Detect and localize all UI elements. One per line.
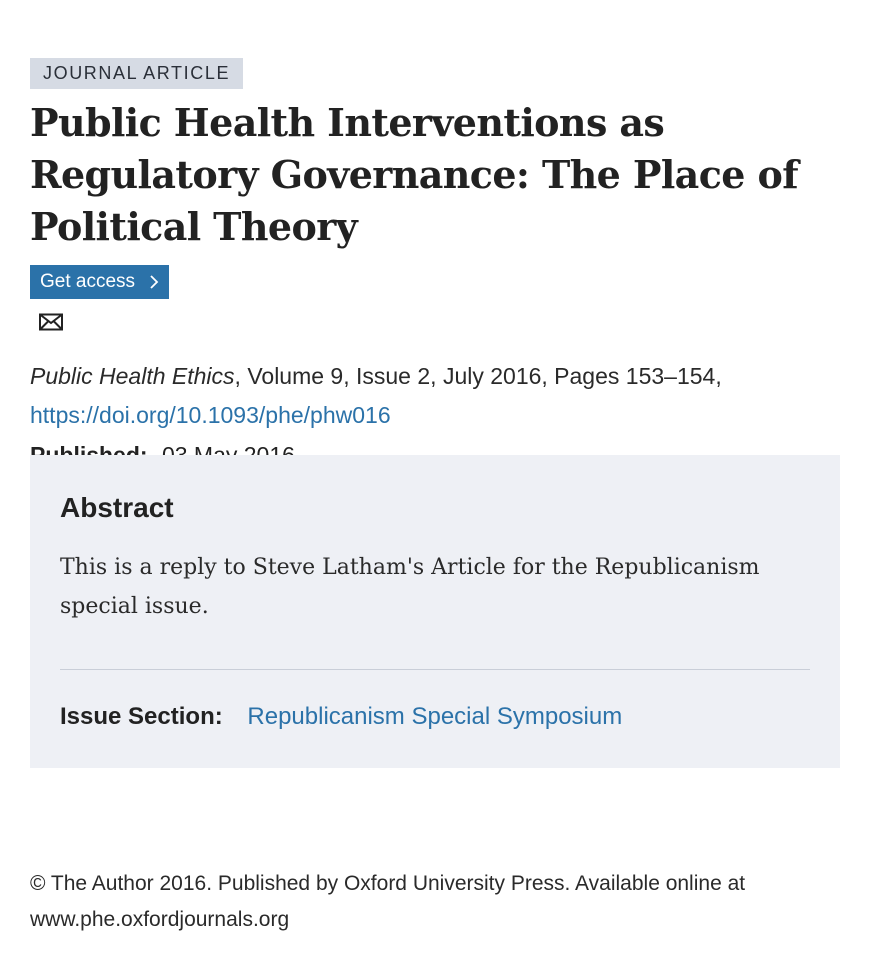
- envelope-icon[interactable]: [39, 313, 63, 331]
- doi-link[interactable]: https://doi.org/10.1093/phe/phw016: [30, 402, 391, 428]
- citation-details: , Volume 9, Issue 2, July 2016, Pages 153–154,: [234, 363, 722, 389]
- divider: [60, 669, 810, 670]
- abstract-panel: [30, 455, 840, 768]
- citation-block: [30, 357, 840, 435]
- get-access-button[interactable]: [30, 265, 169, 299]
- article-header: [30, 58, 840, 475]
- journal-name: Public Health Ethics: [30, 363, 235, 389]
- issue-section-link[interactable]: Republicanism Special Symposium: [247, 703, 623, 730]
- issue-section-label: Issue Section:: [60, 703, 223, 730]
- abstract-heading: Abstract: [60, 492, 174, 523]
- issue-section-row: [60, 699, 810, 735]
- copyright-notice: © The Author 2016. Published by Oxford University Press. Available online at www.phe.oxfordjournals.org: [30, 872, 746, 931]
- chevron-right-icon: [149, 274, 159, 290]
- article-type-badge: JOURNAL ARTICLE: [30, 58, 243, 89]
- article-title: Public Health Interventions as Regulatory Governance: The Place of Political Theory: [30, 100, 798, 249]
- abstract-text: This is a reply to Steve Latham's Article for the Republicanism special issue.: [60, 555, 760, 619]
- get-access-label: Get access: [40, 271, 136, 292]
